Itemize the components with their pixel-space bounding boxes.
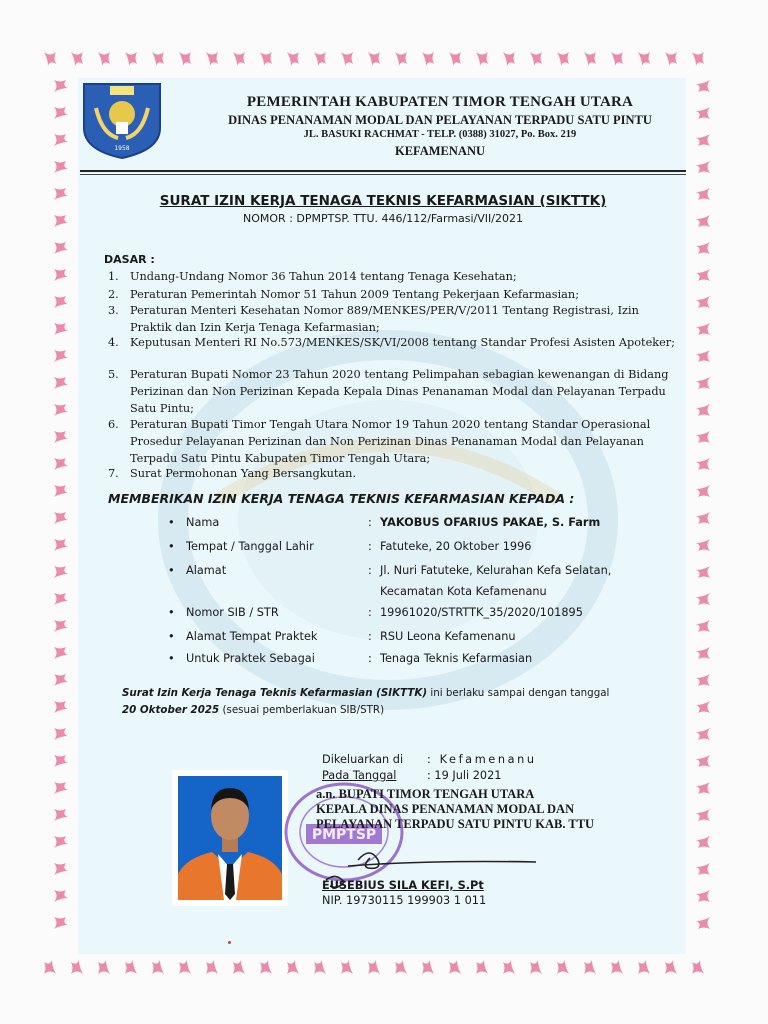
ribbon-ornament-icon — [557, 52, 569, 66]
header-address: JL. BASUKI RACHMAT - TELP. (0388) 31027, Po. Box. 219 — [303, 129, 577, 140]
dasar-item-text: Peraturan Menteri Kesehatan Nomor 889/MENKES/PER/V/2011 Tentang Registrasi, Izin Praktik dan Izin Kerja Tenaga Kefarmasian; — [130, 304, 639, 334]
ribbon-ornament-icon — [395, 960, 407, 974]
signer-line-1: a.n. BUPATI TIMOR TENGAH UTARA — [316, 787, 535, 801]
dasar-item-number: 2. — [108, 288, 119, 301]
ribbon-ornament-icon — [54, 161, 68, 173]
field-value: 19961020/STRTTK_35/2020/101895 — [380, 606, 583, 619]
ribbon-ornament-icon — [584, 960, 596, 974]
ribbon-ornament-icon — [179, 52, 191, 66]
field-separator: : — [368, 652, 372, 665]
ribbon-ornament-icon — [696, 431, 710, 443]
header-city: KEFAMENANU — [394, 144, 486, 158]
bullet-icon: • — [168, 630, 175, 643]
bullet-icon: • — [168, 516, 175, 529]
ribbon-ornament-icon — [54, 701, 68, 713]
ribbon-ornament-icon — [54, 782, 68, 794]
ribbon-ornament-icon — [665, 52, 677, 66]
svg-text:1958: 1958 — [114, 145, 130, 152]
ink-dot — [228, 941, 231, 944]
ribbon-ornament-icon — [152, 960, 164, 974]
ribbon-ornament-icon — [692, 52, 704, 66]
ribbon-ornament-icon — [696, 485, 710, 497]
ribbon-ornament-icon — [696, 80, 710, 92]
ribbon-ornament-icon — [260, 52, 272, 66]
ribbon-ornament-icon — [98, 52, 110, 66]
ribbon-ornament-icon — [125, 960, 137, 974]
ribbon-ornament-icon — [54, 755, 68, 767]
ribbon-ornament-icon — [54, 215, 68, 227]
ribbon-ornament-icon — [638, 52, 650, 66]
validity-note: (sesuai pemberlakuan SIB/STR) — [222, 704, 385, 716]
dasar-item-text: Keputusan Menteri RI No.573/MENKES/SK/VI/2008 tentang Standar Profesi Asisten Apoteker; — [130, 336, 675, 349]
ribbon-ornament-icon — [54, 431, 68, 443]
ribbon-ornament-icon — [449, 960, 461, 974]
field-separator: : — [368, 540, 372, 553]
field-value: YAKOBUS OFARIUS PAKAE, S. Farm — [380, 516, 601, 529]
ribbon-ornament-icon — [314, 960, 326, 974]
ribbon-ornament-icon — [696, 377, 710, 389]
ribbon-ornament-icon — [54, 890, 68, 902]
ribbon-ornament-icon — [696, 539, 710, 551]
ribbon-ornament-icon — [341, 960, 353, 974]
field-value: Jl. Nuri Fatuteke, Kelurahan Kefa Selatan, Kecamatan Kota Kefamenanu — [380, 564, 612, 598]
ribbon-ornament-icon — [696, 593, 710, 605]
ribbon-ornament-icon — [54, 188, 68, 200]
dasar-item-text: Undang-Undang Nomor 36 Tahun 2014 tentang Tenaga Kesehatan; — [130, 270, 517, 283]
field-value: RSU Leona Kefamenanu — [380, 630, 516, 643]
ribbon-ornament-icon — [611, 960, 623, 974]
dasar-item-number: 3. — [108, 304, 119, 317]
ribbon-ornament-icon — [287, 52, 299, 66]
ribbon-ornament-icon — [696, 863, 710, 875]
ribbon-ornament-icon — [260, 960, 272, 974]
ribbon-ornament-icon — [368, 960, 380, 974]
ribbon-ornament-icon — [395, 52, 407, 66]
field-label: Nomor SIB / STR — [186, 606, 279, 619]
header-government: PEMERINTAH KABUPATEN TIMOR TENGAH UTARA — [246, 94, 634, 110]
ribbon-ornament-icon — [54, 377, 68, 389]
bullet-icon: • — [168, 606, 175, 619]
ribbon-ornament-icon — [530, 52, 542, 66]
ribbon-ornament-icon — [696, 161, 710, 173]
validity-permit-name: Surat Izin Kerja Tenaga Teknis Kefarmasian (SIKTTK) — [122, 687, 428, 699]
ribbon-ornament-icon — [611, 52, 623, 66]
validity-statement — [122, 685, 662, 719]
ribbon-ornament-icon — [152, 52, 164, 66]
ribbon-ornament-icon — [696, 323, 710, 335]
ribbon-ornament-icon — [54, 80, 68, 92]
document-number: NOMOR : DPMPTSP. TTU. 446/112/Farmasi/VII/2021 — [243, 212, 523, 225]
ribbon-ornament-icon — [54, 809, 68, 821]
signer-nip: NIP. 19730115 199903 1 011 — [322, 894, 487, 907]
ribbon-ornament-icon — [71, 960, 83, 974]
regency-logo — [80, 78, 164, 160]
ribbon-ornament-icon — [54, 242, 68, 254]
dasar-item-text: Peraturan Bupati Nomor 23 Tahun 2020 tentang Pelimpahan sebagian kewenangan di Bidang Perizinan dan Non Perizinan Kepada Kepala Dinas Penanaman Modal dan Pelayanan Terpadu Satu Pintu; — [130, 368, 669, 415]
ribbon-ornament-icon — [54, 458, 68, 470]
ribbon-ornament-icon — [476, 52, 488, 66]
ribbon-ornament-icon — [54, 404, 68, 416]
ribbon-ornament-icon — [692, 960, 704, 974]
field-value: Tenaga Teknis Kefarmasian — [380, 652, 533, 665]
ribbon-ornament-icon — [696, 674, 710, 686]
ribbon-ornament-icon — [314, 52, 326, 66]
ribbon-ornament-icon — [696, 188, 710, 200]
issued-date-value: : 19 Juli 2021 — [427, 769, 502, 782]
ribbon-ornament-icon — [54, 917, 68, 929]
ribbon-ornament-icon — [54, 593, 68, 605]
issued-date-label: Pada Tanggal — [322, 769, 397, 782]
dasar-label: DASAR : — [104, 253, 155, 266]
ribbon-ornament-icon — [530, 960, 542, 974]
ribbon-ornament-icon — [422, 960, 434, 974]
ribbon-ornament-icon — [696, 755, 710, 767]
ribbon-ornament-icon — [696, 917, 710, 929]
header-rule-thick — [80, 170, 686, 172]
header-rule-thin — [80, 174, 686, 175]
grant-heading: MEMBERIKAN IZIN KERJA TENAGA TEKNIS KEFARMASIAN KEPADA : — [108, 491, 575, 506]
signer-line-3: PELAYANAN TERPADU SATU PINTU KAB. TTU — [316, 817, 595, 831]
field-separator: : — [368, 606, 372, 619]
dasar-item-text: Peraturan Bupati Timor Tengah Utara Nomor 19 Tahun 2020 tentang Standar Operasional Prosedur Pelayanan Perizinan dan Non Perizinan Dinas Penanaman Modal dan Pelayanan Terpadu Satu Pintu Kabupaten Timor Tengah Utara; — [130, 418, 651, 465]
ribbon-ornament-icon — [54, 107, 68, 119]
ribbon-ornament-icon — [233, 52, 245, 66]
ribbon-ornament-icon — [233, 960, 245, 974]
ribbon-ornament-icon — [503, 52, 515, 66]
ribbon-ornament-icon — [44, 960, 56, 974]
field-label: Tempat / Tanggal Lahir — [186, 540, 314, 553]
ribbon-ornament-icon — [54, 539, 68, 551]
ribbon-ornament-icon — [54, 566, 68, 578]
dasar-item-number: 7. — [108, 467, 119, 480]
ribbon-ornament-icon — [584, 52, 596, 66]
header-agency: DINAS PENANAMAN MODAL DAN PELAYANAN TERPADU SATU PINTU — [228, 113, 652, 127]
ribbon-ornament-icon — [54, 134, 68, 146]
dasar-item-text: Surat Permohonan Yang Bersangkutan. — [130, 467, 357, 480]
ribbon-ornament-icon — [54, 863, 68, 875]
ribbon-ornament-icon — [422, 52, 434, 66]
ribbon-ornament-icon — [71, 52, 83, 66]
ribbon-ornament-icon — [696, 809, 710, 821]
field-label: Alamat Tempat Praktek — [186, 630, 318, 643]
ribbon-ornament-icon — [696, 296, 710, 308]
ribbon-ornament-icon — [287, 960, 299, 974]
ribbon-ornament-icon — [696, 701, 710, 713]
ribbon-ornament-icon — [54, 296, 68, 308]
field-separator: : — [368, 516, 372, 529]
ribbon-ornament-icon — [696, 647, 710, 659]
dasar-item-number: 6. — [108, 418, 119, 431]
svg-text:PMPTSP: PMPTSP — [311, 827, 377, 843]
validity-text: ini berlaku sampai dengan tanggal — [427, 687, 610, 699]
field-label: Alamat — [186, 564, 227, 577]
ribbon-ornament-icon — [696, 728, 710, 740]
ribbon-ornament-icon — [206, 52, 218, 66]
issued-place-row — [322, 753, 537, 766]
field-separator: : — [368, 630, 372, 643]
field-label: Untuk Praktek Sebagai — [186, 652, 315, 665]
issued-place-value: : Kefamenanu — [427, 753, 537, 766]
issued-place-label: Dikeluarkan di — [322, 753, 404, 766]
field-value: Fatuteke, 20 Oktober 1996 — [380, 540, 532, 553]
ribbon-ornament-icon — [368, 52, 380, 66]
validity-expiry-date: 20 Oktober 2025 — [122, 704, 220, 716]
ribbon-ornament-icon — [54, 512, 68, 524]
ribbon-ornament-icon — [696, 350, 710, 362]
ribbon-ornament-icon — [98, 960, 110, 974]
ribbon-ornament-icon — [54, 269, 68, 281]
ribbon-ornament-icon — [54, 728, 68, 740]
ribbon-ornament-icon — [557, 960, 569, 974]
ribbon-ornament-icon — [696, 836, 710, 848]
ribbon-ornament-icon — [696, 620, 710, 632]
dasar-item-text: Peraturan Pemerintah Nomor 51 Tahun 2009 Tentang Pekerjaan Kefarmasian; — [130, 288, 580, 301]
bullet-icon: • — [168, 652, 175, 665]
signer-line-2: KEPALA DINAS PENANAMAN MODAL DAN — [316, 802, 575, 816]
ribbon-ornament-icon — [696, 512, 710, 524]
ribbon-ornament-icon — [125, 52, 137, 66]
ribbon-ornament-icon — [449, 52, 461, 66]
ribbon-ornament-icon — [54, 836, 68, 848]
dasar-item-number: 4. — [108, 336, 119, 349]
ribbon-ornament-icon — [665, 960, 677, 974]
bullet-icon: • — [168, 564, 175, 577]
ribbon-ornament-icon — [206, 960, 218, 974]
ribbon-ornament-icon — [54, 323, 68, 335]
ribbon-ornament-icon — [696, 458, 710, 470]
ribbon-ornament-icon — [54, 620, 68, 632]
ribbon-ornament-icon — [179, 960, 191, 974]
ribbon-ornament-icon — [696, 890, 710, 902]
ribbon-ornament-icon — [696, 242, 710, 254]
document-title: SURAT IZIN KERJA TENAGA TEKNIS KEFARMASIAN (SIKTTK) — [159, 193, 607, 209]
ribbon-ornament-icon — [54, 485, 68, 497]
dasar-item-number: 5. — [108, 368, 119, 381]
holder-photo — [172, 770, 288, 906]
ribbon-ornament-icon — [696, 269, 710, 281]
ribbon-ornament-icon — [476, 960, 488, 974]
ribbon-ornament-icon — [638, 960, 650, 974]
ribbon-ornament-icon — [696, 404, 710, 416]
ribbon-ornament-icon — [54, 350, 68, 362]
ribbon-ornament-icon — [341, 52, 353, 66]
ribbon-ornament-icon — [503, 960, 515, 974]
dasar-item-number: 1. — [108, 270, 119, 283]
ribbon-ornament-icon — [54, 647, 68, 659]
bullet-icon: • — [168, 540, 175, 553]
ribbon-ornament-icon — [44, 52, 56, 66]
signer-name: EUSEBIUS SILA KEFI, S.Pt — [322, 879, 484, 892]
ribbon-ornament-icon — [54, 674, 68, 686]
ribbon-ornament-icon — [696, 566, 710, 578]
ribbon-ornament-icon — [696, 215, 710, 227]
ribbon-ornament-icon — [696, 782, 710, 794]
field-label: Nama — [186, 516, 220, 529]
field-separator: : — [368, 564, 372, 577]
